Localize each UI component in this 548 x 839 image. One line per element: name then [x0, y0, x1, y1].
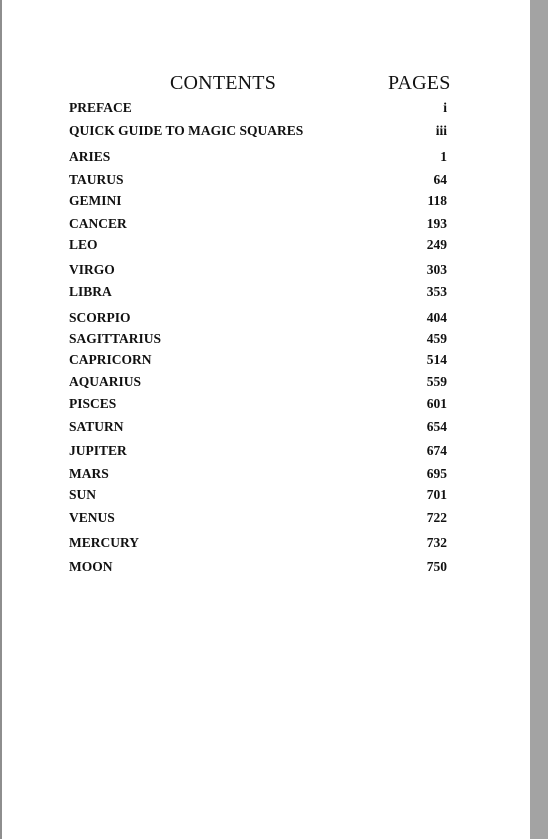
toc-entry-title: SATURN	[69, 419, 124, 434]
toc-entry	[69, 509, 447, 527]
contents-heading: CONTENTS	[170, 72, 277, 94]
toc-entry-page-number: 353	[426, 284, 447, 299]
toc-entry-page-number: 601	[426, 396, 447, 411]
toc-entry-page-number: 303	[426, 262, 447, 277]
toc-entry-title: MERCURY	[69, 535, 140, 550]
toc-entry-title: PISCES	[69, 396, 117, 411]
toc-entry-page-number: 654	[426, 419, 447, 434]
pages-heading: PAGES	[388, 72, 451, 94]
toc-entry-title: SAGITTARIUS	[69, 331, 162, 346]
toc-entry-page-number: 404	[426, 310, 447, 325]
toc-entry-page-number: 674	[426, 443, 447, 458]
toc-entry-page-number: 1	[440, 149, 447, 164]
toc-entry	[69, 192, 447, 210]
toc-entry-page-number: i	[443, 100, 447, 115]
toc-entry	[69, 486, 447, 504]
toc-entry	[69, 418, 447, 436]
page-left-edge	[0, 0, 2, 839]
toc-entry-title: SUN	[69, 487, 97, 502]
toc-entry	[69, 373, 447, 391]
toc-entry-title: VENUS	[69, 510, 115, 525]
toc-entry-title: MOON	[69, 559, 113, 574]
toc-entry	[69, 171, 447, 189]
toc-entry-title: SCORPIO	[69, 310, 131, 325]
toc-entry-page-number: 750	[426, 559, 447, 574]
toc-entry-title: QUICK GUIDE TO MAGIC SQUARES	[69, 123, 304, 138]
toc-entry-page-number: 722	[426, 510, 447, 525]
toc-entry-title: TAURUS	[69, 172, 124, 187]
toc-entry-page-number: 695	[426, 466, 447, 481]
toc-entry	[69, 351, 447, 369]
toc-entry-page-number: iii	[435, 123, 447, 138]
toc-entry	[69, 534, 447, 552]
toc-entry	[69, 558, 447, 576]
toc-entry-title: LIBRA	[69, 284, 112, 299]
table-of-contents	[69, 0, 447, 839]
toc-entry	[69, 215, 447, 233]
toc-entry	[69, 309, 447, 327]
toc-entry-page-number: 193	[426, 216, 447, 231]
toc-entry-page-number: 459	[426, 331, 447, 346]
toc-entry	[69, 236, 447, 254]
toc-entry-title: VIRGO	[69, 262, 115, 277]
toc-entry	[69, 99, 447, 117]
toc-entry-title: GEMINI	[69, 193, 122, 208]
toc-entry-title: ARIES	[69, 149, 111, 164]
toc-entry-page-number: 559	[426, 374, 447, 389]
toc-entry	[69, 148, 447, 166]
page-right-margin-bar	[530, 0, 548, 839]
toc-entry-title: AQUARIUS	[69, 374, 142, 389]
toc-entry-page-number: 514	[426, 352, 447, 367]
toc-entry	[69, 395, 447, 413]
toc-entry-page-number: 732	[426, 535, 447, 550]
toc-entry	[69, 465, 447, 483]
toc-entry	[69, 261, 447, 279]
toc-entry-page-number: 701	[426, 487, 447, 502]
toc-entry-title: LEO	[69, 237, 98, 252]
toc-entry-title: JUPITER	[69, 443, 127, 458]
toc-entry	[69, 330, 447, 348]
toc-entry-page-number: 249	[426, 237, 447, 252]
toc-entry-title: CAPRICORN	[69, 352, 152, 367]
toc-entry-page-number: 118	[427, 193, 447, 208]
toc-entry-title: CANCER	[69, 216, 127, 231]
toc-entry-title: MARS	[69, 466, 109, 481]
toc-entry	[69, 122, 447, 140]
toc-entry-page-number: 64	[433, 172, 447, 187]
toc-entry-title: PREFACE	[69, 100, 132, 115]
toc-entry	[69, 283, 447, 301]
toc-entry	[69, 442, 447, 460]
